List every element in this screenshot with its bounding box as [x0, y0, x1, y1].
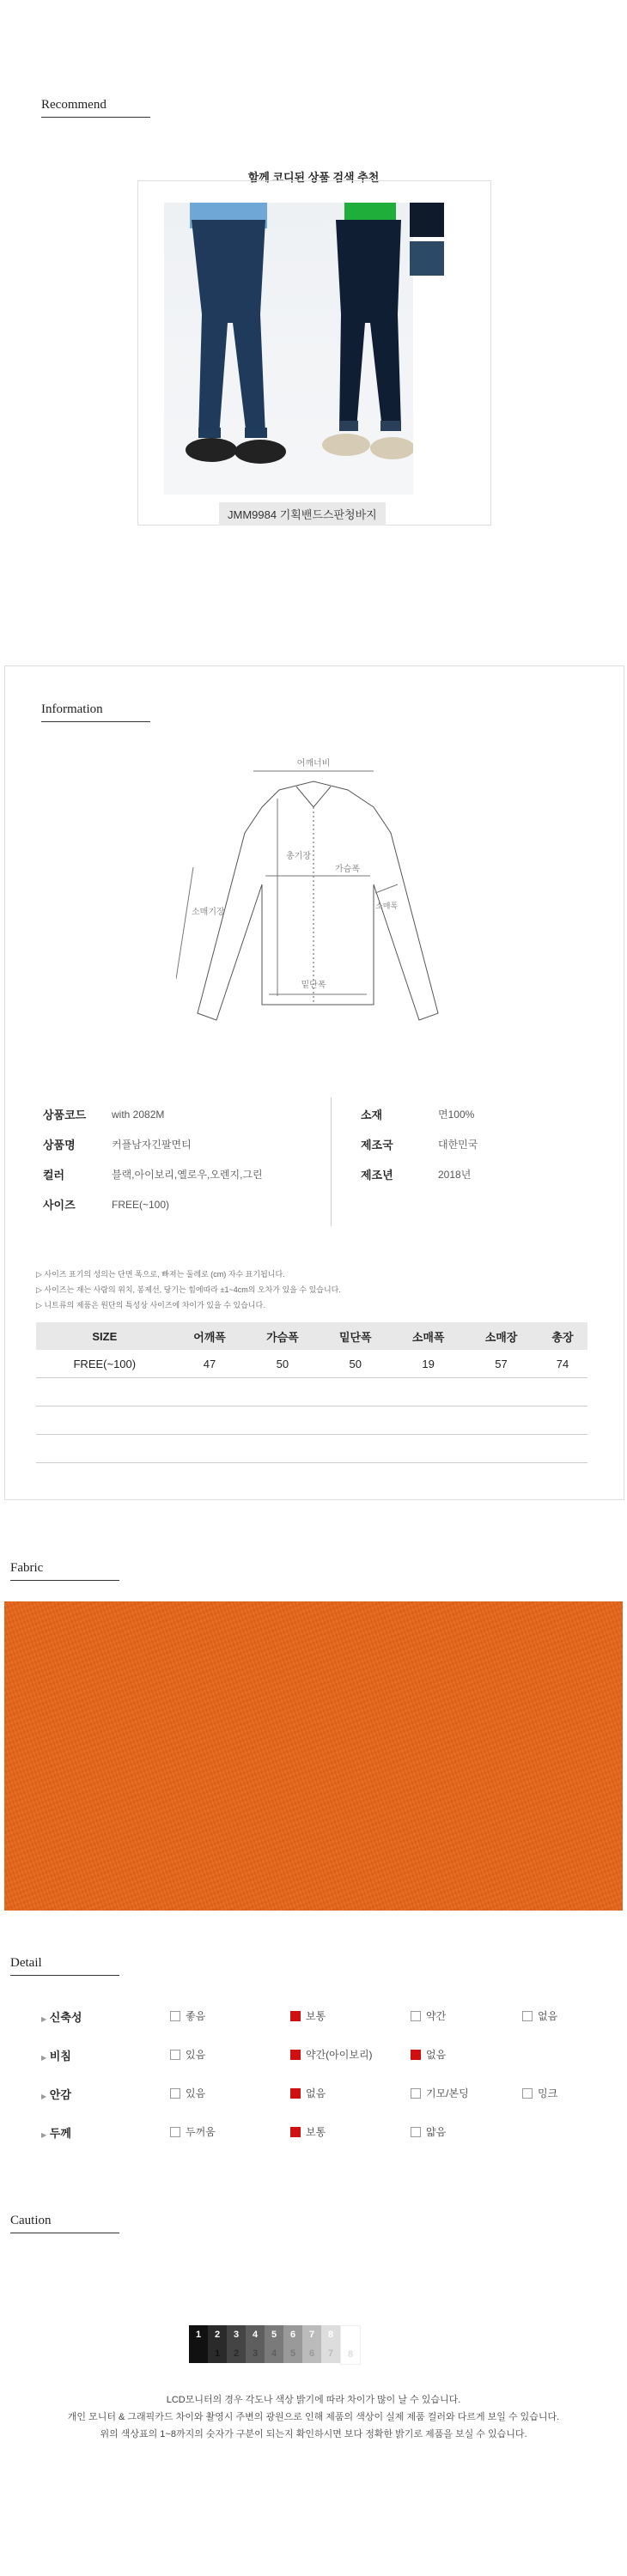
- option-normal[interactable]: 보통: [290, 2124, 326, 2139]
- field-key: 상품코드: [43, 1109, 87, 1121]
- option-none[interactable]: 없음: [290, 2086, 326, 2100]
- product-info-left: [43, 1099, 326, 1219]
- gray-cell: 4 3: [246, 2325, 265, 2363]
- checkbox[interactable]: [170, 2050, 180, 2060]
- checkbox-checked[interactable]: [411, 2050, 421, 2060]
- field-value: 면100%: [438, 1109, 475, 1121]
- field-key: 사이즈: [43, 1199, 76, 1212]
- gray-cell: 2 1: [208, 2325, 227, 2363]
- fabric-texture-image: [4, 1601, 623, 1911]
- table-cell: 50: [319, 1350, 392, 1378]
- table-cell: 50: [246, 1350, 319, 1378]
- col-header: 가슴폭: [246, 1322, 319, 1350]
- table-cell: 57: [465, 1350, 538, 1378]
- label-hem: 밑단폭: [301, 981, 326, 990]
- gray-cell: 6 5: [283, 2325, 302, 2363]
- checkbox[interactable]: [170, 2127, 180, 2137]
- gray-cell: 8 7: [321, 2325, 340, 2363]
- caution-title: Caution: [10, 2214, 52, 2227]
- label-sleeve-width: 소매폭: [375, 902, 399, 910]
- fabric-title: Fabric: [10, 1561, 44, 1575]
- label-shoulder: 어깨너비: [296, 759, 331, 769]
- field-material: [361, 1099, 584, 1129]
- bullet-icon: ▶: [41, 2015, 47, 2023]
- field-value: 대한민국: [438, 1139, 478, 1151]
- field-value: 2018년: [438, 1169, 472, 1181]
- col-header: 총장: [538, 1322, 587, 1350]
- checkbox-checked[interactable]: [290, 2088, 301, 2099]
- option-mink[interactable]: 밍크: [522, 2086, 557, 2100]
- label-total-length: 총기장: [286, 852, 311, 861]
- gray-cell: 3 2: [227, 2325, 246, 2363]
- gray-cell: 5 4: [265, 2325, 283, 2363]
- col-header: 밑단폭: [319, 1322, 392, 1350]
- option-normal[interactable]: 보통: [290, 2008, 326, 2023]
- detail-title: Detail: [10, 1956, 42, 1970]
- gray-cell: . 8: [340, 2325, 361, 2365]
- option-yes[interactable]: 있음: [170, 2047, 205, 2062]
- field-color: [43, 1159, 326, 1189]
- caution-line: 개인 모니터 & 그래픽카드 차이와 촬영시 주변의 광원으로 인해 제품의 색상이 실제 제품 컬러와 다르게 보일 수 있습니다.: [67, 2412, 560, 2422]
- option-thin[interactable]: 얇음: [411, 2124, 446, 2139]
- checkbox-checked[interactable]: [290, 2050, 301, 2060]
- label-sleeve-length: 소매기장: [192, 908, 225, 917]
- color-swatch-blue-gray[interactable]: [410, 241, 444, 276]
- gray-scale-bar: [189, 2325, 361, 2365]
- product-image[interactable]: [164, 203, 413, 495]
- table-cell: FREE(~100): [36, 1350, 173, 1378]
- option-fleece-bonding[interactable]: 기모/본딩: [411, 2086, 469, 2100]
- detail-category: ▶ 두께: [41, 2127, 71, 2140]
- information-title: Information: [41, 702, 103, 716]
- col-header: SIZE: [36, 1322, 173, 1350]
- checkbox-checked[interactable]: [290, 2127, 301, 2137]
- info-divider: [331, 1097, 332, 1226]
- field-value: FREE(~100): [112, 1198, 170, 1211]
- gray-cell: 1 .: [189, 2325, 208, 2363]
- detail-row-transparency: [41, 2044, 591, 2064]
- checkbox[interactable]: [522, 2011, 533, 2021]
- field-key: 제조년: [361, 1169, 393, 1182]
- table-row-empty: [36, 1435, 587, 1463]
- size-note: ▷ 사이즈 표기의 성의는 단면 폭으로, 빠져는 둘레로 (cm) 자수 표기됩니다.: [36, 1270, 285, 1279]
- information-title-underline: [41, 721, 150, 722]
- field-year: [361, 1159, 584, 1189]
- fabric-title-underline: [10, 1580, 119, 1581]
- option-yes[interactable]: 있음: [170, 2086, 205, 2100]
- table-cell: 47: [173, 1350, 247, 1378]
- size-table-header: [36, 1322, 587, 1350]
- table-cell: 19: [392, 1350, 465, 1378]
- table-row: [36, 1350, 587, 1378]
- field-key: 제조국: [361, 1139, 393, 1151]
- checkbox[interactable]: [170, 2011, 180, 2021]
- col-header: 소매장: [465, 1322, 538, 1350]
- recommend-subtitle: 함께 코디된 상품 검색 추천: [247, 171, 380, 184]
- checkbox[interactable]: [411, 2011, 421, 2021]
- jeans-models-illustration: [164, 203, 413, 495]
- shirt-measurement-diagram: [176, 756, 451, 1030]
- field-size: [43, 1189, 326, 1219]
- bullet-icon: ▶: [41, 2054, 47, 2062]
- col-header: 소매폭: [392, 1322, 465, 1350]
- size-note: ▷ 사이즈는 재는 사람의 위치, 봉제선, 당기는 힘에따라 ±1~4cm의 오차가 있을 수 있습니다.: [36, 1285, 341, 1294]
- recommend-title-underline: [41, 117, 150, 118]
- checkbox-checked[interactable]: [290, 2011, 301, 2021]
- field-product-code: [43, 1099, 326, 1129]
- detail-category: ▶ 비침: [41, 2050, 71, 2063]
- option-slight[interactable]: 약간: [411, 2008, 446, 2023]
- field-key: 컬러: [43, 1169, 65, 1182]
- checkbox[interactable]: [411, 2088, 421, 2099]
- field-key: 소재: [361, 1109, 383, 1121]
- field-value: with 2082M: [112, 1108, 165, 1121]
- detail-row-thickness: [41, 2121, 591, 2142]
- caution-notes: [34, 2391, 593, 2443]
- caution-line: LCD모니터의 경우 각도나 색상 밝기에 따라 차이가 많이 날 수 있습니다.: [166, 2395, 461, 2405]
- recommend-product-label[interactable]: JMM9984 기획밴드스판청바지: [219, 502, 386, 526]
- option-thick[interactable]: 두꺼움: [170, 2124, 216, 2139]
- detail-category: ▶ 신축성: [41, 2011, 82, 2024]
- field-country: [361, 1129, 584, 1159]
- size-table: [36, 1322, 587, 1463]
- gray-cell: 7 6: [302, 2325, 321, 2363]
- table-row-empty: [36, 1378, 587, 1406]
- label-chest: 가슴폭: [335, 865, 360, 874]
- field-product-name: [43, 1129, 326, 1159]
- field-value: 블랙,아이보리,옐로우,오렌지,그린: [112, 1169, 263, 1181]
- product-info-right: [361, 1099, 584, 1189]
- size-note: ▷ 니트류의 제품은 원단의 특성상 사이즈에 차이가 있을 수 있습니다.: [36, 1301, 265, 1309]
- recommend-product-card[interactable]: [137, 180, 491, 526]
- checkbox[interactable]: [411, 2127, 421, 2137]
- detail-row-lining: [41, 2082, 591, 2103]
- option-none[interactable]: 없음: [522, 2008, 557, 2023]
- table-row-empty: [36, 1406, 587, 1435]
- table-cell: 74: [538, 1350, 587, 1378]
- color-swatch-dark-navy[interactable]: [410, 203, 444, 237]
- bullet-icon: ▶: [41, 2093, 47, 2100]
- detail-category: ▶ 안감: [41, 2088, 71, 2101]
- bullet-icon: ▶: [41, 2131, 47, 2139]
- option-good[interactable]: 좋음: [170, 2008, 205, 2023]
- detail-title-underline: [10, 1975, 119, 1976]
- checkbox[interactable]: [170, 2088, 180, 2099]
- option-slight-ivory[interactable]: 약간(아이보리): [290, 2047, 373, 2062]
- caution-line: 위의 색상표의 1~8까지의 숫자가 구분이 되는지 확인하시면 보다 정확한 밝기로 제품을 보실 수 있습니다.: [100, 2429, 527, 2439]
- detail-row-stretch: [41, 2005, 591, 2026]
- checkbox[interactable]: [522, 2088, 533, 2099]
- recommend-title: Recommend: [41, 98, 107, 112]
- option-none[interactable]: 없음: [411, 2047, 446, 2062]
- field-key: 상품명: [43, 1139, 76, 1151]
- size-notes: [36, 1267, 586, 1313]
- col-header: 어깨폭: [173, 1322, 247, 1350]
- field-value: 커플남자긴팔면티: [112, 1139, 192, 1151]
